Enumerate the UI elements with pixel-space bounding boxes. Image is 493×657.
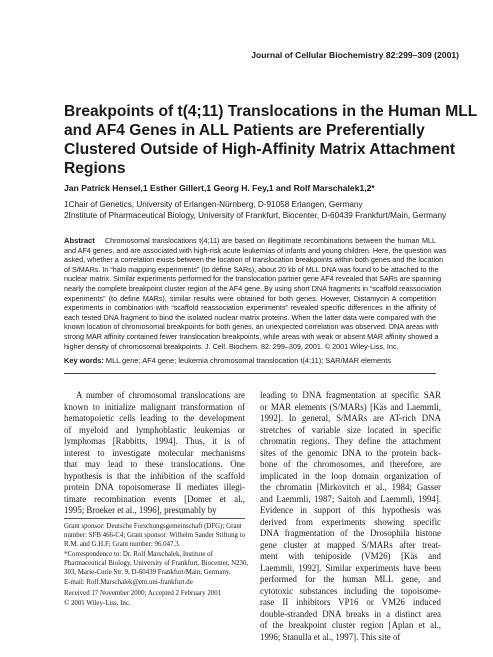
- copyright-footnote: © 2001 Wiley-Liss, Inc.: [64, 600, 131, 608]
- body-line: lymphomas [Rabbitts, 1994]. Thus, it is of: [64, 436, 245, 446]
- paper-title: [64, 102, 478, 178]
- body-line: ment with teniposide (VM26) [Käs and: [260, 551, 441, 561]
- body-line: cytotoxic substances including the topoisome-: [260, 585, 441, 596]
- abstract-label: Abstract: [64, 236, 95, 245]
- abstract-line: of S/MARs. In “halo mapping experiments” (to define SARs), about 20 kb of MLL DNA was found to be attached to the: [64, 264, 439, 274]
- abstract-line: Abstract Chromosomal translocations t(4;11) are based on illegitimate recombinations between the human MLL: [64, 236, 436, 245]
- body-line: protein DNA topoisomerase II mediates illegi-: [64, 482, 245, 492]
- abstract-line: and AF4 genes, and are associated with high-risk acute leukemias of infants and young children. Here, the question was: [64, 245, 447, 255]
- abstract-line: each tested DNA fragment to bind the isolated nuclear matrix proteins. When the latter data were compared with the: [64, 312, 436, 322]
- body-line: that may lead to these translocations. One: [64, 459, 245, 469]
- received-footnote: Received 17 November 2000; Accepted 2 February 2001: [64, 589, 222, 597]
- right-column-body: [260, 390, 441, 643]
- abstract-line: experiments” (to define MARs), similar results were obtained for both genes. However, Distamycin A competition: [64, 293, 436, 303]
- body-line: chromatin regions. They define the attachment: [260, 436, 441, 446]
- body-line: hypothesis is that the inhibition of the scaffold: [64, 470, 245, 481]
- body-line: or MAR elements (S/MARs) [Käs and Laemmli,: [260, 401, 441, 412]
- journal-citation: Journal of Cellular Biochemistry 82:299–309 (2001): [251, 50, 459, 60]
- abstract-line: higher density of chromosomal breakpoints. J. Cell. Biochem. 82: 299–309, 2001. © 2001 Wiley-Liss, Inc.: [64, 341, 399, 351]
- grant-footnote: Grant sponsor: Deutsche Forschungsgemeinschaft (DFG); Grant number: SFB 466-C4; Grant sponsor: Wilhelm Sander Stiftung to R.M. and G.H.F; Grant number: 96.047.3.: [64, 523, 246, 548]
- body-line: A number of chromosomal translocations are: [76, 390, 245, 400]
- left-column-body: [64, 390, 245, 517]
- body-line: bone of the chromosomes, and therefore, are: [260, 459, 441, 469]
- title-line: Regions: [64, 160, 126, 177]
- email-footnote[interactable]: E-mail: Rolf.Marschalek@em.uni-frankfurt.de: [64, 579, 193, 587]
- title-line: Breakpoints of t(4;11) Translocations in the Human MLL: [64, 103, 478, 120]
- body-line: implicated in the loop domain organization of: [260, 470, 441, 481]
- abstract-line: asked, whether a correlation exists between the location of translocation breakpoints within both genes and the location: [64, 255, 444, 265]
- body-line: rase II inhibitors VP16 or VM26 induced: [260, 597, 441, 607]
- body-line: interest to investigate molecular mechanisms: [64, 447, 245, 458]
- body-line: known to initialize malignant transformation of: [64, 401, 245, 412]
- author-list: Jan Patrick Hensel,1 Esther Gillert,1 Georg H. Fey,1 and Rolf Marschalek1,2*: [64, 183, 375, 193]
- affiliation: 2Institute of Pharmaceutical Biology, University of Frankfurt, Biocenter, D-60439 Frankfurt/Main, Germany: [64, 211, 447, 220]
- keywords: [64, 356, 454, 365]
- section-divider: [64, 373, 436, 374]
- abstract-line: nuclear matrix. Similar experiments performed for the translocation partner gene AF4 revealed that SARs are spanning: [64, 274, 442, 284]
- title-line: Clustered Outside of High-Affinity Matrix Attachment: [64, 141, 456, 158]
- body-line: gene cluster at mapped S/MARs after treat-: [260, 539, 441, 550]
- abstract-line: known location of chromosomal breakpoints for both genes, an unexpected correlation was observed. DNA areas with: [64, 322, 439, 332]
- affiliation: 1Chair of Genetics, University of Erlangen-Nürnberg, D-91058 Erlangen, Germany: [64, 200, 363, 209]
- body-line: Evidence in support of this hypothesis was: [260, 505, 441, 515]
- abstract: [64, 236, 447, 351]
- body-line: DNA fragmentation of the Drosophila histone: [260, 528, 441, 538]
- abstract-line: nearly the complete breakpoint cluster region of the AF4 gene. By using short DNA fragments in “scaffold reassociation: [64, 283, 442, 293]
- body-line: 1996; Stanulla et al., 1997]. This site of: [260, 631, 401, 642]
- body-line: of the breakpoint cluster region [Aplan et al.,: [260, 620, 441, 630]
- body-line: hematopoietic cells leading to the development: [64, 413, 245, 423]
- body-line: stretches of variable size located in specific: [260, 424, 441, 435]
- body-line: timate recombination events [Domer et al.,: [64, 493, 245, 504]
- body-line: 1992]. In general, S/MARs are AT-rich DNA: [260, 413, 441, 423]
- abstract-line: experiments in combination with “scaffold reassociation experiments” revealed specific differences in the affinity of: [64, 303, 436, 313]
- body-line: and Laemmli, 1987; Saitoh and Laemmli, 1994].: [260, 493, 441, 504]
- body-line: leading to DNA fragmentation at specific SAR: [260, 390, 441, 400]
- body-line: double-stranded DNA breaks in a distinct area: [260, 608, 441, 619]
- body-line: derived from experiments showing specific: [260, 516, 441, 527]
- body-line: Laemmli, 1992]. Similar experiments have been: [260, 562, 441, 573]
- affiliations: [64, 199, 484, 221]
- footnote-divider: [64, 518, 245, 519]
- body-line: 1995; Broeker et al., 1996], presumably by: [64, 505, 217, 515]
- abstract-line: strong MAR affinity contained fewer translocation breakpoints, while areas with weak or absent MAR affinity showed a: [64, 331, 439, 341]
- body-line: sites of the genomic DNA to the protein back-: [260, 447, 441, 458]
- body-line: performed for the human MLL gene, and: [260, 574, 441, 584]
- keywords-text: MLL gene; AF4 gene; leukemia chromosomal translocation t(4;11); SAR/MAR elements: [105, 356, 391, 365]
- correspondence-footnote: *Correspondence to: Dr. Rolf Marschalek, Institute of Pharmaceutical Biology, University of Frankfurt, Biocenter, N230, 303, Marie-Curie Str. 9, D-60439 Frankfurt/Main, Germany.: [64, 551, 249, 577]
- body-line: the chromatin [Mirkovitch et al., 1984; Gasser: [260, 482, 441, 492]
- footnotes: [64, 523, 249, 611]
- keywords-label: Key words:: [64, 356, 104, 365]
- title-line: and AF4 Genes in ALL Patients are Preferentially: [64, 122, 425, 139]
- body-line: of myeloid and lymphoblastic leukemias or: [64, 424, 245, 435]
